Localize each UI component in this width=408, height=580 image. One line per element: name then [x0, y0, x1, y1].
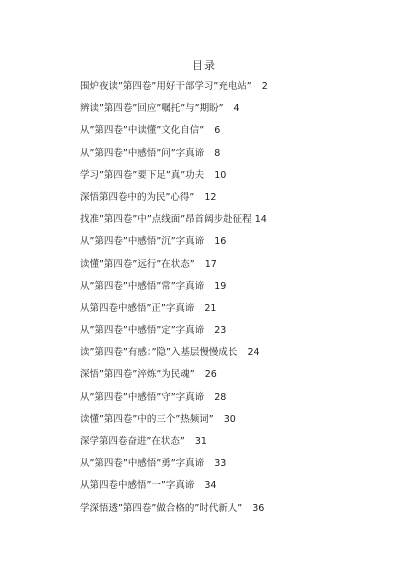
toc-entry-page: 30: [223, 413, 236, 425]
toc-entry-title: 从”第四卷”中感悟”常”字真谛: [80, 280, 205, 292]
toc-entry: [80, 280, 390, 302]
toc-entry-title: 围炉夜读”第四卷”用好干部学习”充电站”: [80, 81, 252, 92]
toc-entry-page: 34: [204, 480, 217, 492]
toc-entry-page: 33: [214, 458, 227, 470]
toc-entry-page: 23: [214, 325, 227, 337]
toc-entry: [80, 502, 390, 524]
toc-entry-page: 24: [247, 347, 260, 359]
toc-title: 目录: [192, 59, 216, 72]
toc-entry-title: 找准”第四卷”中”点线面”昂首阔步赴征程: [80, 214, 252, 226]
toc-entry-title: 从”第四卷”中感悟”守”字真谛: [80, 391, 205, 403]
toc-entry-page: 4: [233, 103, 240, 115]
toc-entry: [80, 324, 390, 346]
toc-list: [80, 80, 390, 524]
toc-entry: [80, 391, 390, 413]
toc-entry: [80, 457, 390, 479]
toc-entry-title: 深悟”第四卷”淬炼”为民魂”: [80, 369, 195, 381]
toc-entry-title: 从”第四卷”中读懂”文化自信”: [80, 125, 205, 137]
toc-entry: [80, 147, 390, 169]
toc-entry-page: 19: [214, 280, 227, 292]
toc-entry-title: 学习”第四卷”要下足”真”功夫: [80, 169, 205, 181]
toc-entry-title: 从”第四卷”中感悟”问”字真谛: [80, 147, 205, 159]
toc-entry-page: 28: [214, 391, 227, 403]
toc-entry: [80, 258, 390, 280]
toc-entry-title: 深悟第四卷中的为民”心得”: [80, 191, 195, 203]
toc-entry: [80, 302, 390, 324]
toc-entry-page: 16: [214, 236, 227, 248]
toc-entry-title: 从第四卷中感悟”一”字真谛: [80, 480, 195, 492]
toc-entry-title: 读懂”第四卷”远行”在状态”: [80, 258, 195, 270]
toc-entry-title: 读”第四卷”有感：”隐”入基层慢慢成长: [80, 347, 238, 359]
toc-entry: [80, 413, 390, 435]
toc-entry-page: 26: [204, 369, 217, 381]
toc-entry-title: 从第四卷中感悟”正”字真谛: [80, 302, 195, 314]
toc-entry: [80, 80, 390, 102]
toc-entry-page: 31: [194, 436, 207, 447]
toc-entry: [80, 368, 390, 390]
toc-entry: [80, 102, 390, 124]
toc-entry: [80, 479, 390, 501]
toc-entry: [80, 346, 390, 368]
toc-entry: [80, 124, 390, 146]
toc-entry-title: 辨读”第四卷”回应”嘱托”与”期盼”: [80, 103, 224, 115]
toc-entry-title: 读懂”第四卷”中的三个”热频词”: [80, 413, 214, 425]
toc-entry-page: 17: [204, 258, 217, 270]
toc-entry-page: 14: [254, 214, 267, 226]
toc-entry: [80, 169, 390, 191]
toc-entry-page: 6: [214, 125, 221, 137]
toc-entry-title: 从”第四卷”中感悟”沉”字真谛: [80, 236, 205, 248]
toc-entry-page: 2: [261, 81, 268, 92]
toc-entry-title: 从”第四卷”中感悟”勇”字真谛: [80, 458, 205, 470]
toc-entry-title: 学深悟透”第四卷”做合格的”时代新人”: [80, 502, 243, 514]
toc-entry-page: 10: [214, 169, 227, 181]
toc-entry-page: 21: [204, 302, 217, 314]
toc-entry: [80, 235, 390, 257]
toc-entry-title: 从”第四卷”中感悟”定”字真谛: [80, 325, 205, 337]
toc-entry-page: 12: [204, 191, 217, 203]
toc-entry-page: 8: [214, 147, 221, 159]
toc-entry: [80, 213, 390, 235]
toc-entry-title: 深学第四卷奋进”在状态”: [80, 436, 185, 447]
toc-entry-page: 36: [252, 502, 265, 514]
toc-entry: [80, 435, 390, 457]
toc-entry: [80, 191, 390, 213]
